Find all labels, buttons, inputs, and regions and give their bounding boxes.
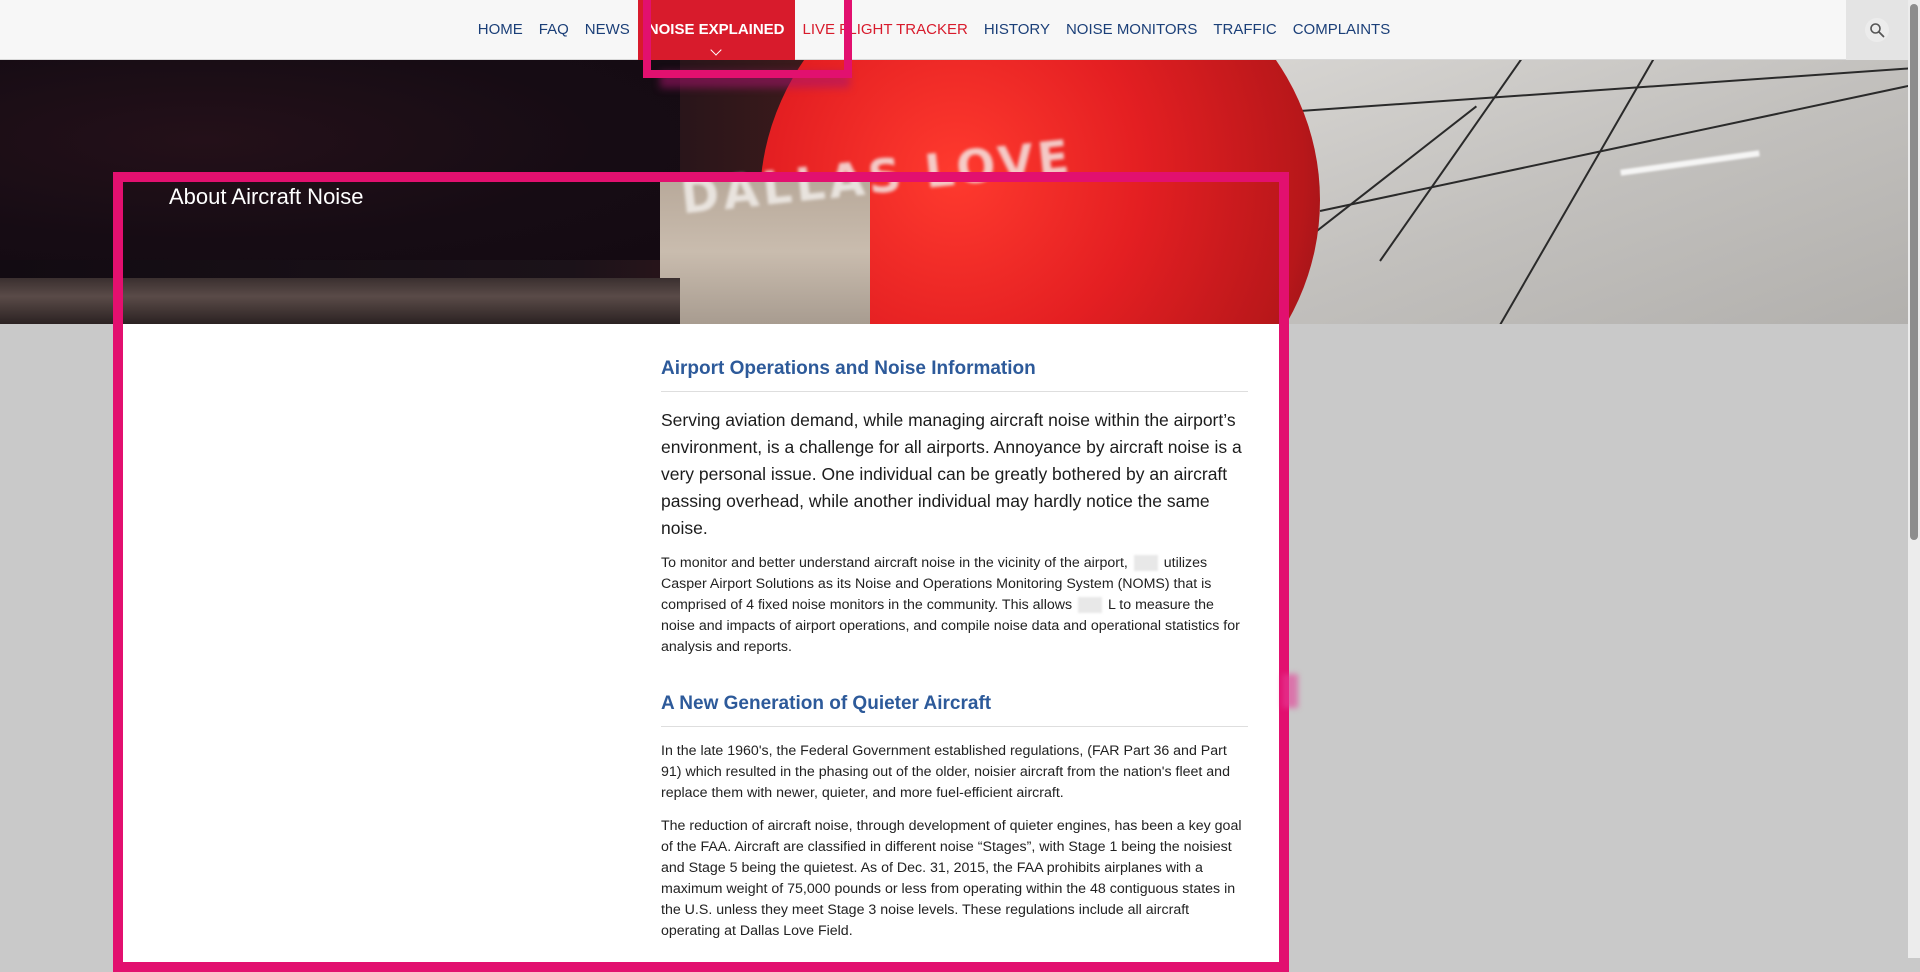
scrollbar-thumb[interactable] <box>1910 4 1918 540</box>
top-nav-bar <box>0 0 1908 60</box>
highlight-glow <box>660 72 850 88</box>
body-paragraph: In the late 1960's, the Federal Government established regulations, (FAR Part 36 and Part 91) which resulted in the phasing out of the older, noisier aircraft from the nation's fleet and replace them with newer, quieter, and more fuel-efficient aircraft. <box>661 743 1230 801</box>
nav-complaints[interactable]: COMPLAINTS <box>1292 21 1391 38</box>
nav-faq[interactable]: FAQ <box>538 21 569 38</box>
search-button[interactable] <box>1846 0 1908 60</box>
nav-noise-monitors[interactable]: NOISE MONITORS <box>1065 21 1198 38</box>
redacted-text <box>1078 597 1102 613</box>
nav-news[interactable]: NEWS <box>584 21 630 38</box>
nav-noise-explained[interactable] <box>638 0 795 60</box>
hero-sign-text: DALLAS LOVE <box>678 129 1076 225</box>
article-body <box>661 358 1248 954</box>
section-heading: Airport Operations and Noise Information <box>661 358 1248 392</box>
nav-history[interactable]: HISTORY <box>983 21 1050 38</box>
hero-night-sky <box>0 60 680 260</box>
nav-noise-explained-label: NOISE EXPLAINED <box>647 21 785 38</box>
search-icon <box>1869 22 1885 38</box>
body-paragraph: The reduction of aircraft noise, through development of quieter engines, has been a key goal of the FAA. Aircraft are classified in different noise “Stages”, with Stage 1 being the noisiest and Stage 5 being the quietest. As of Dec. 31, 2015, the FAA prohibits airplanes with a maximum weight of 75,000 pounds or less from operating within the 48 contiguous states in the U.S. unless they meet Stage 3 noise levels. These regulations include all aircraft operating at Dallas Love Field. <box>661 818 1242 939</box>
redacted-text <box>1134 555 1158 571</box>
search-icon-wrap <box>1865 18 1889 42</box>
hero-canopy <box>1220 60 1908 324</box>
page-title: About Aircraft Noise <box>169 184 364 209</box>
main-nav <box>0 0 1888 60</box>
paragraph-text: utilizes Casper Airport Solutions as its Noise and Operations Monitoring System (NOMS) that is comprised of 4 fixed noise monitors in the community. This allows <box>661 555 1212 613</box>
lead-paragraph: Serving aviation demand, while managing aircraft noise within the airport’s environment, is a challenge for all airports. Annoyance by aircraft noise is a very personal issue. One individual can be greatly bothered by an aircraft passing overhead, while another individual may hardly notice the same noise. <box>661 410 1242 538</box>
nav-live-flight-tracker[interactable]: LIVE FLIGHT TRACKER <box>802 21 968 38</box>
paragraph-text: L to measure the noise and impacts of airport operations, and compile noise data and operational statistics for analysis and reports. <box>661 597 1240 655</box>
nav-home[interactable]: HOME <box>477 21 523 38</box>
section-heading: A New Generation of Quieter Aircraft <box>661 693 1248 727</box>
highlight-edge-mark <box>1282 674 1298 708</box>
hero-building <box>0 278 680 324</box>
body-paragraph <box>661 553 1248 658</box>
chevron-down-icon <box>710 44 721 55</box>
paragraph-text: To monitor and better understand aircraft noise in the vicinity of the airport, <box>661 555 1128 571</box>
hero-banner <box>0 60 1908 324</box>
page-scrollbar[interactable] <box>1908 0 1920 958</box>
nav-traffic[interactable]: TRAFFIC <box>1213 21 1277 38</box>
